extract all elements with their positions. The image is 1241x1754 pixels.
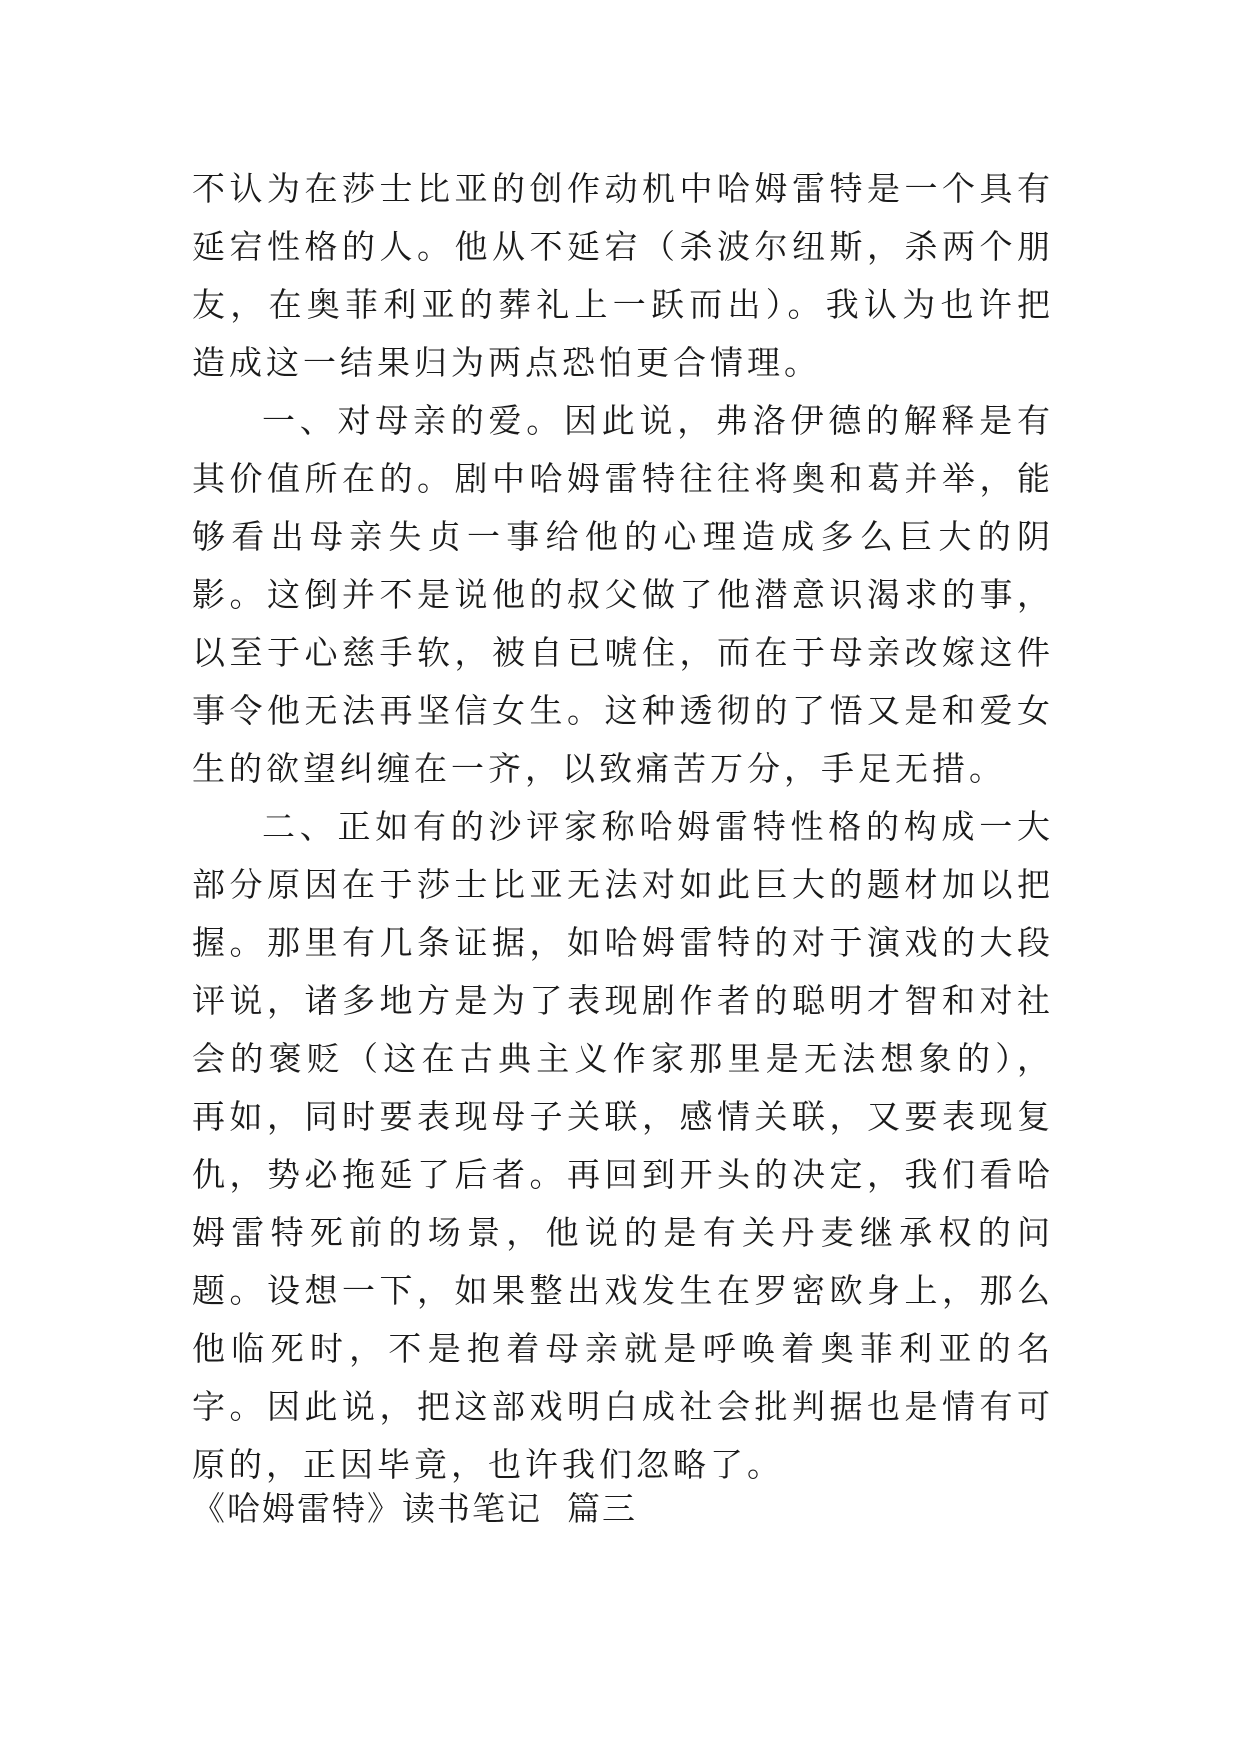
paragraph-point-two: 二、正如有的沙评家称哈姆雷特性格的构成一大部分原因在于莎士比亚无法对如此巨大的题材加以把握。那里有几条证据，如哈姆雷特的对于演戏的大段评说，诸多地方是为了表现剧作者的聪明才智和对社会的褒贬（这在古典主义作家那里是无法想象的），再如，同时要表现母子关联，感情关联，又要表现复仇，势必拖延了后者。再回到开头的决定，我们看哈姆雷特死前的场景，他说的是有关丹麦继承权的问题。设想一下，如果整出戏发生在罗密欧身上，那么他临死时，不是抱着母亲就是呼唤着奥菲利亚的名字。因此说，把这部戏明白成社会批判据也是情有可原的，正因毕竟，也许我们忽略了。 (192, 807, 1054, 1484)
section-heading: 《哈姆雷特》读书笔记 篇三 (192, 1489, 637, 1528)
document-body (192, 160, 1054, 1494)
paragraph-continuation: 不认为在莎士比亚的创作动机中哈姆雷特是一个具有延宕性格的人。他从不延宕（杀波尔纽斯，杀两个朋友，在奥菲利亚的葬礼上一跃而出）。我认为也许把造成这一结果归为两点恐怕更合情理。 (192, 169, 1054, 382)
paragraph-point-one: 一、对母亲的爱。因此说，弗洛伊德的解释是有其价值所在的。剧中哈姆雷特往往将奥和葛并举，能够看出母亲失贞一事给他的心理造成多么巨大的阴影。这倒并不是说他的叔父做了他潜意识渴求的事，以至于心慈手软，被自已唬住，而在于母亲改嫁这件事令他无法再坚信女生。这种透彻的了悟又是和爱女生的欲望纠缠在一齐，以致痛苦万分，手足无措。 (192, 401, 1054, 788)
